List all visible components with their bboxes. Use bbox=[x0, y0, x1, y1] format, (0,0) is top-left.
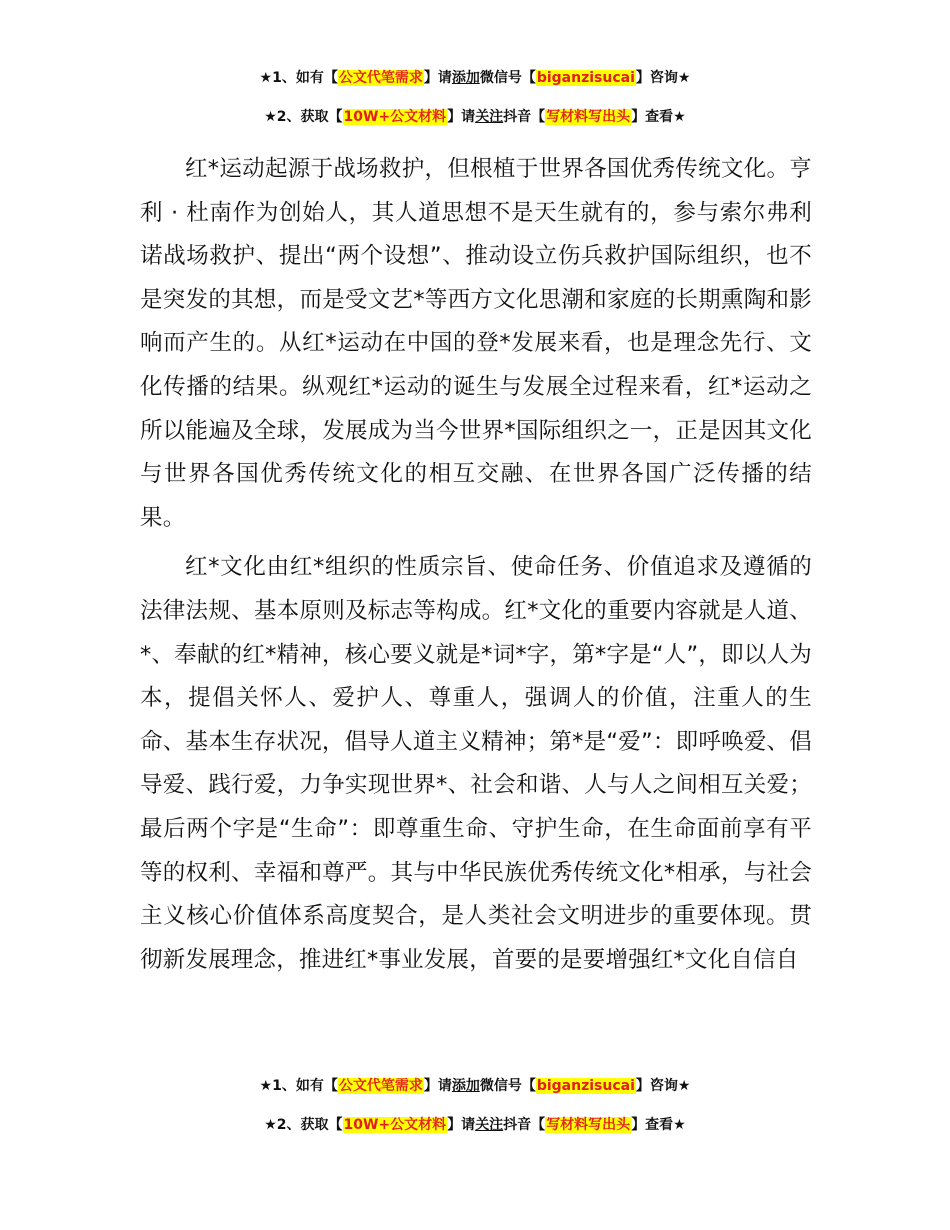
highlight-wechat-id: biganzisucai bbox=[536, 70, 635, 86]
top-banner-line-2 bbox=[0, 107, 950, 127]
banner-suffix: 】查看★ bbox=[631, 1117, 686, 1133]
underlined-action: 关注 bbox=[475, 109, 504, 125]
banner-mid: 】请 bbox=[447, 1117, 476, 1133]
banner-suffix: 】咨询★ bbox=[635, 1078, 691, 1094]
highlight-douyin-id: 写材料写出头 bbox=[546, 1117, 631, 1133]
bottom-banner-line-2 bbox=[0, 1115, 950, 1135]
highlight-materials: 10W+公文材料 bbox=[343, 109, 447, 125]
banner-mid: 】请 bbox=[447, 109, 476, 125]
banner-suffix: 】查看★ bbox=[631, 109, 686, 125]
top-banner-line-1 bbox=[0, 68, 950, 88]
banner-suffix: 】咨询★ bbox=[635, 70, 691, 86]
banner-mid: 抖音【 bbox=[503, 109, 546, 125]
banner-prefix: ★2、获取【 bbox=[264, 109, 343, 125]
banner-mid: 】请 bbox=[423, 1078, 452, 1094]
banner-mid: 微信号【 bbox=[479, 1078, 536, 1094]
banner-mid: 抖音【 bbox=[503, 1117, 546, 1133]
bottom-banner-line-1 bbox=[0, 1076, 950, 1096]
highlight-service: 公文代笔需求 bbox=[338, 1078, 423, 1094]
paragraph-2: 红*文化由红*组织的性质宗旨、使命任务、价值追求及遵循的法律法规、基本原则及标志等构成。红*文化的重要内容就是人道、*、奉献的红*精神，核心要义就是*词*字，第*字是“人”，即以人为本，提倡关怀人、爱护人、尊重人，强调人的价值，注重人的生命、基本生存状况，倡导人道主义精神；第*是“爱”：即呼唤爱、倡导爱、践行爱，力争实现世界*、社会和谐、人与人之间相互关爱；最后两个字是“生命”：即尊重生命、守护生命，在生命面前享有平等的权利、幸福和尊严。其与中华民族优秀传统文化*相承，与社会主义核心价值体系高度契合，是人类社会文明进步的重要体现。贯彻新发展理念，推进红*事业发展，首要的是要增强红*文化自信自 bbox=[140, 554, 812, 973]
banner-mid: 微信号【 bbox=[479, 70, 536, 86]
banner-prefix: ★1、如有【 bbox=[259, 70, 338, 86]
underlined-action: 添加 bbox=[451, 1078, 480, 1094]
paragraph-1: 红*运动起源于战场救护，但根植于世界各国优秀传统文化。亨利 · 杜南作为创始人，其人道思想不是天生就有的，参与索尔弗利诺战场救护、提出“两个设想”、推动设立伤兵救护国际组织，也不是突发的其想，而是受文艺*等西方文化思潮和家庭的长期熏陶和影响而产生的。从红*运动在中国的登*发展来看，也是理念先行、文化传播的结果。纵观红*运动的诞生与发展全过程来看，红*运动之所以能遍及全球，发展成为当今世界*国际组织之一，正是因其文化与世界各国优秀传统文化的相互交融、在世界各国广泛传播的结果。 bbox=[140, 156, 812, 531]
highlight-douyin-id: 写材料写出头 bbox=[546, 109, 631, 125]
banner-prefix: ★1、如有【 bbox=[259, 1078, 338, 1094]
underlined-action: 添加 bbox=[451, 70, 480, 86]
highlight-wechat-id: biganzisucai bbox=[536, 1078, 635, 1094]
underlined-action: 关注 bbox=[475, 1117, 504, 1133]
banner-mid: 】请 bbox=[423, 70, 452, 86]
highlight-materials: 10W+公文材料 bbox=[343, 1117, 447, 1133]
document-body bbox=[140, 148, 812, 982]
banner-prefix: ★2、获取【 bbox=[264, 1117, 343, 1133]
highlight-service: 公文代笔需求 bbox=[338, 70, 423, 86]
